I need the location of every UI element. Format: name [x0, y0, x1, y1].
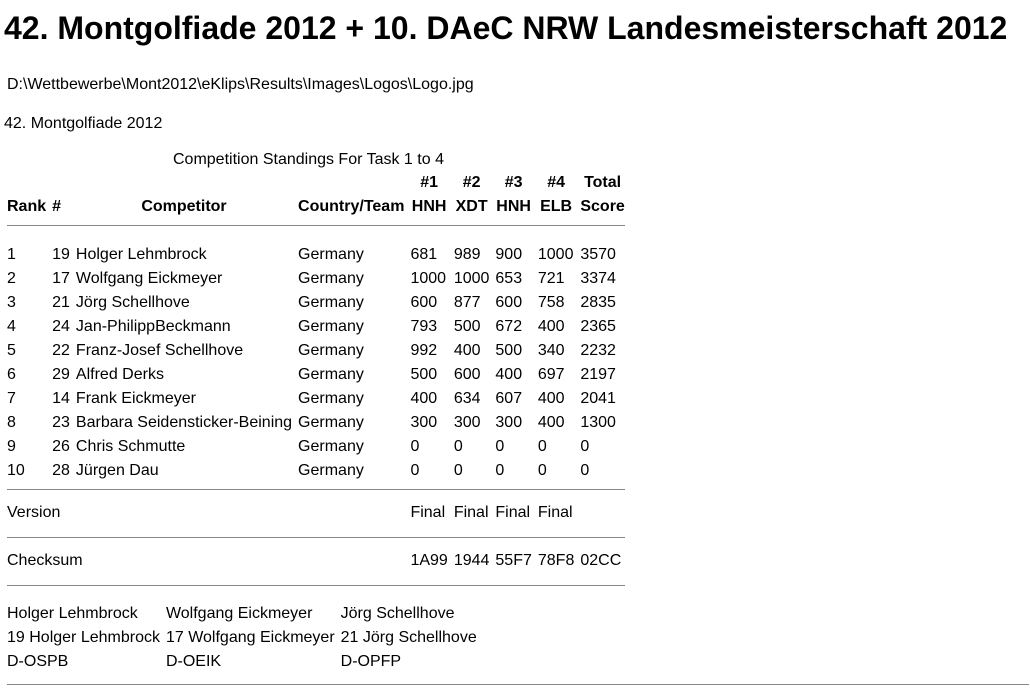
country-cell: Germany	[298, 342, 364, 359]
total-header-top: Total	[584, 174, 622, 191]
version-label: Version	[7, 504, 61, 521]
competitor-name-cell: Wolfgang Eickmeyer	[75, 270, 223, 287]
task1-score-cell: 793	[410, 318, 438, 335]
total-score-cell: 1300	[580, 414, 616, 431]
country-cell: Germany	[298, 438, 364, 455]
rank-cell: 2	[7, 270, 16, 287]
pilot-entry: 21 Jörg Schellhove	[340, 629, 477, 646]
task3-score-cell: 0	[495, 462, 505, 479]
task2-score-cell: 877	[453, 294, 481, 311]
competitor-name-cell: Jan-PhilippBeckmann	[75, 318, 231, 335]
pilot-name: Holger Lehmbrock	[7, 605, 138, 622]
competitor-name-cell: Frank Eickmeyer	[75, 390, 196, 407]
total-score-cell: 3374	[580, 270, 616, 287]
task3-score-cell: 607	[495, 390, 523, 407]
task2-score-cell: 0	[453, 438, 463, 455]
rank-cell: 10	[7, 462, 25, 479]
page-title: 42. Montgolfiade 2012 + 10. DAeC NRW Landesmeisterschaft 2012	[4, 10, 1008, 46]
start-number-cell: 22	[52, 342, 70, 359]
rank-cell: 7	[7, 390, 16, 407]
version-task3: Final	[495, 504, 531, 521]
rank-cell: 5	[7, 342, 16, 359]
standings-table	[4, 171, 628, 591]
start-number-cell: 28	[52, 462, 70, 479]
country-cell: Germany	[298, 270, 364, 287]
country-cell: Germany	[298, 462, 364, 479]
version-separator	[4, 531, 628, 543]
table-row	[4, 315, 628, 339]
table-row	[4, 387, 628, 411]
task1-score-cell: 500	[410, 366, 438, 383]
total-score-cell: 2835	[580, 294, 616, 311]
number-header: #	[52, 198, 62, 215]
header-row-bottom	[4, 195, 628, 219]
country-cell: Germany	[298, 246, 364, 263]
competitor-name-cell: Jürgen Dau	[75, 462, 159, 479]
total-score-cell: 3570	[580, 246, 616, 263]
task3-score-cell: 600	[495, 294, 523, 311]
rank-cell: 9	[7, 438, 16, 455]
competitor-header: Competitor	[141, 198, 227, 215]
task2-score-cell: 400	[453, 342, 481, 359]
balloon-registration: D-OEIK	[165, 653, 222, 670]
competitor-name-cell: Chris Schmutte	[75, 438, 186, 455]
start-number-cell: 17	[52, 270, 70, 287]
pilot-entry: 19 Holger Lehmbrock	[7, 629, 160, 646]
table-row	[4, 363, 628, 387]
competitor-name-cell: Holger Lehmbrock	[75, 246, 207, 263]
country-cell: Germany	[298, 318, 364, 335]
task2-score-cell: 500	[453, 318, 481, 335]
start-number-cell: 21	[52, 294, 70, 311]
task2-score-cell: 300	[453, 414, 481, 431]
version-task1: Final	[410, 504, 446, 521]
table-row	[4, 459, 628, 483]
pilot-names-row	[4, 602, 480, 626]
total-header-bottom: Score	[580, 198, 625, 215]
task3-score-cell: 0	[495, 438, 505, 455]
task1-score-cell: 300	[410, 414, 438, 431]
balloon-registration: D-OPFP	[340, 653, 402, 670]
task2-score-cell: 634	[453, 390, 481, 407]
task4-score-cell: 1000	[537, 246, 574, 263]
start-number-cell: 23	[52, 414, 70, 431]
event-name: 42. Montgolfiade 2012	[4, 115, 163, 132]
task3-score-cell: 500	[495, 342, 523, 359]
rank-header: Rank	[7, 198, 47, 215]
checksum-row	[4, 549, 628, 573]
rank-cell: 3	[7, 294, 16, 311]
competitor-name-cell: Jörg Schellhove	[75, 294, 190, 311]
checksum-task4: 78F8	[537, 552, 575, 569]
total-score-cell: 2365	[580, 318, 616, 335]
version-task2: Final	[453, 504, 489, 521]
rank-cell: 8	[7, 414, 16, 431]
table-row	[4, 291, 628, 315]
total-score-cell: 2041	[580, 390, 616, 407]
checksum-task3: 55F7	[495, 552, 532, 569]
competitor-name-cell: Alfred Derks	[75, 366, 164, 383]
task4-score-cell: 721	[537, 270, 565, 287]
table-row	[4, 435, 628, 459]
task4-score-cell: 400	[537, 414, 565, 431]
country-cell: Germany	[298, 390, 364, 407]
task1-score-cell: 992	[410, 342, 438, 359]
pilot-name: Jörg Schellhove	[340, 605, 455, 622]
task3-score-cell: 653	[495, 270, 523, 287]
bottom-divider	[7, 684, 1029, 685]
table-row	[4, 267, 628, 291]
task1-number-header: #1	[420, 174, 439, 191]
table-row	[4, 243, 628, 267]
pilot-name: Wolfgang Eickmeyer	[165, 605, 313, 622]
task1-score-cell: 681	[410, 246, 438, 263]
table-row	[4, 411, 628, 435]
checksum-task2: 1944	[453, 552, 490, 569]
task4-code-header: ELB	[540, 198, 573, 215]
task4-score-cell: 400	[537, 390, 565, 407]
task2-score-cell: 600	[453, 366, 481, 383]
pilot-entries-row	[4, 626, 480, 650]
task3-score-cell: 672	[495, 318, 523, 335]
total-score-cell: 0	[580, 462, 590, 479]
country-cell: Germany	[298, 294, 364, 311]
rank-cell: 1	[7, 246, 16, 263]
task2-score-cell: 1000	[453, 270, 490, 287]
country-header: Country/Team	[298, 198, 405, 215]
checksum-task1: 1A99	[410, 552, 448, 569]
task2-score-cell: 0	[453, 462, 463, 479]
rows-separator	[4, 483, 628, 495]
task1-score-cell: 600	[410, 294, 438, 311]
country-cell: Germany	[298, 366, 364, 383]
pilot-registrations-row	[4, 650, 480, 674]
checksum-separator	[4, 579, 628, 591]
task4-score-cell: 0	[537, 462, 547, 479]
competitor-name-cell: Barbara Seidensticker-Beining	[75, 414, 293, 431]
header-row-top	[4, 171, 628, 195]
task1-code-header: HNH	[411, 198, 447, 215]
start-number-cell: 29	[52, 366, 70, 383]
table-row	[4, 339, 628, 363]
version-row	[4, 501, 628, 525]
task4-score-cell: 340	[537, 342, 565, 359]
competitor-name-cell: Franz-Josef Schellhove	[75, 342, 244, 359]
start-number-cell: 14	[52, 390, 70, 407]
task2-score-cell: 989	[453, 246, 481, 263]
task1-score-cell: 1000	[410, 270, 447, 287]
total-score-cell: 0	[580, 438, 590, 455]
task4-score-cell: 697	[537, 366, 565, 383]
rank-cell: 4	[7, 318, 16, 335]
country-cell: Germany	[298, 414, 364, 431]
standings-caption: Competition Standings For Task 1 to 4	[173, 151, 444, 168]
logo-path-text: D:\Wettbewerbe\Mont2012\eKlips\Results\Images\Logos\Logo.jpg	[7, 76, 474, 93]
checksum-label: Checksum	[7, 552, 83, 569]
task3-code-header: HNH	[496, 198, 531, 215]
task3-score-cell: 900	[495, 246, 523, 263]
checksum-total: 02CC	[580, 552, 622, 569]
task1-score-cell: 0	[410, 462, 420, 479]
start-number-cell: 26	[52, 438, 70, 455]
task4-number-header: #4	[547, 174, 565, 191]
balloon-registration: D-OSPB	[7, 653, 69, 670]
task3-number-header: #3	[504, 174, 523, 191]
start-number-cell: 19	[52, 246, 70, 263]
task4-score-cell: 400	[537, 318, 565, 335]
version-task4: Final	[537, 504, 573, 521]
total-score-cell: 2232	[580, 342, 616, 359]
pilot-signature-table	[4, 602, 480, 674]
header-separator	[4, 219, 628, 231]
task4-score-cell: 0	[537, 438, 547, 455]
task2-code-header: XDT	[455, 198, 488, 215]
task3-score-cell: 400	[495, 366, 523, 383]
total-score-cell: 2197	[580, 366, 616, 383]
rank-cell: 6	[7, 366, 16, 383]
pilot-entry: 17 Wolfgang Eickmeyer	[165, 629, 335, 646]
task1-score-cell: 0	[410, 438, 420, 455]
task3-score-cell: 300	[495, 414, 523, 431]
task1-score-cell: 400	[410, 390, 438, 407]
task2-number-header: #2	[462, 174, 481, 191]
start-number-cell: 24	[52, 318, 70, 335]
task4-score-cell: 758	[537, 294, 565, 311]
